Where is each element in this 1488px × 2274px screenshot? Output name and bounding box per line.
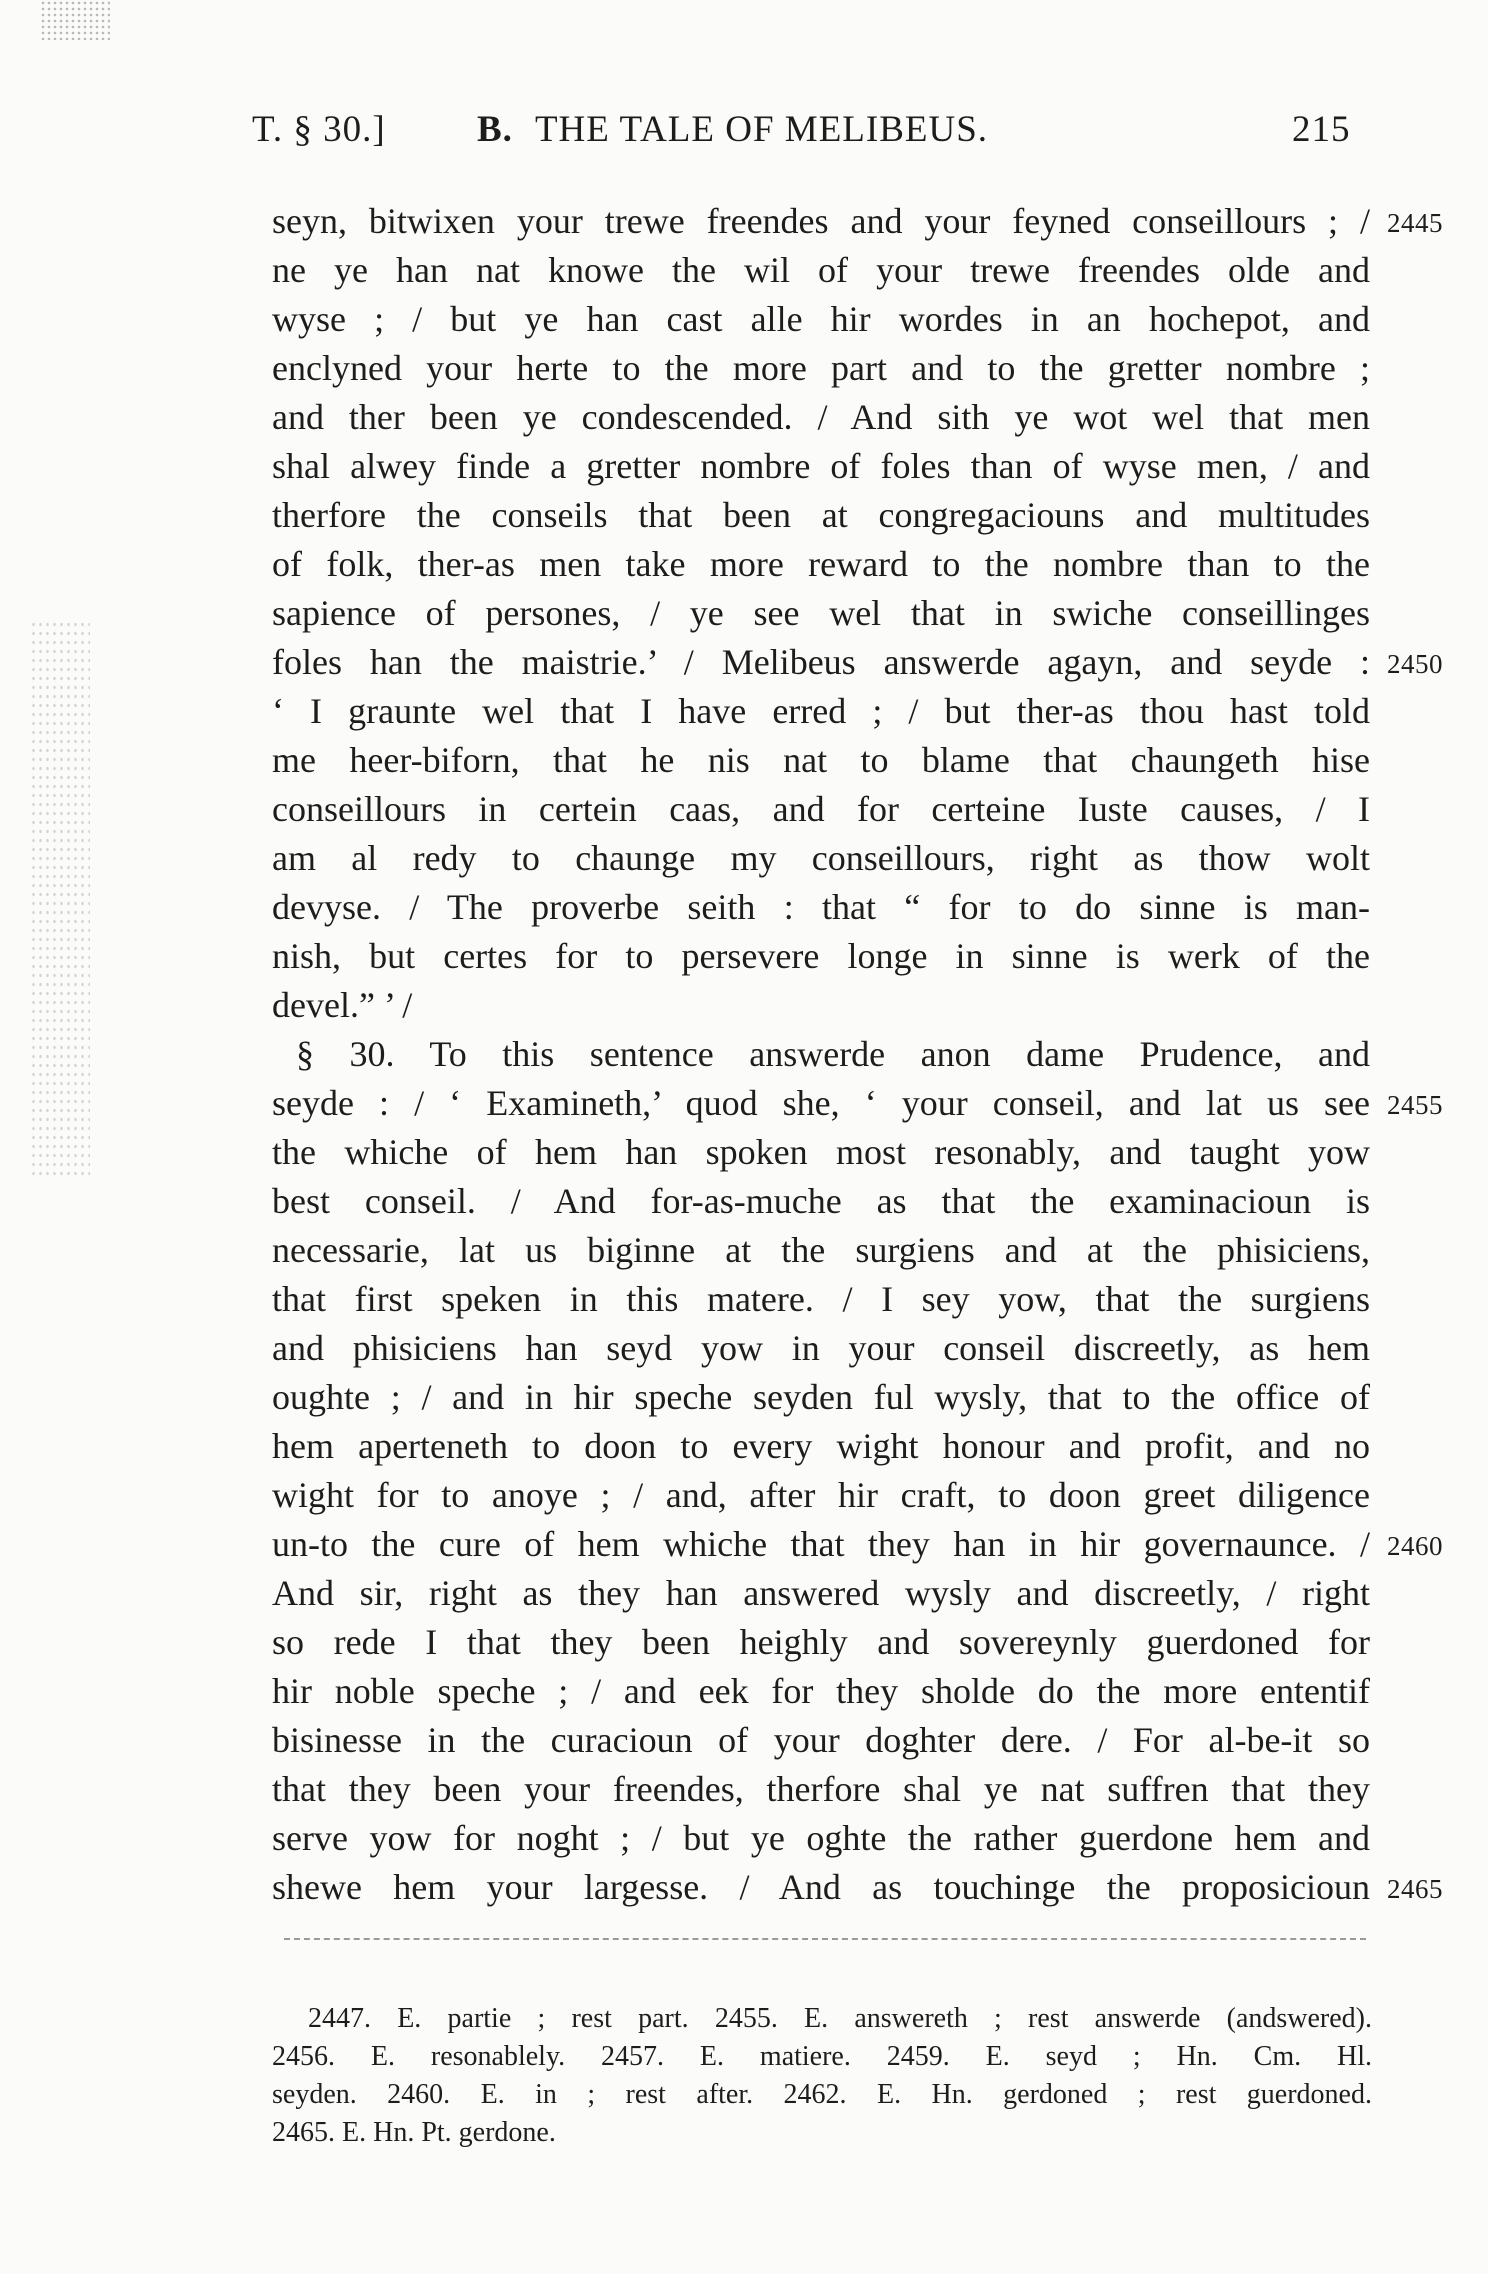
text-line [272,393,1370,442]
text-line [272,1618,1370,1667]
section-reference: T. § 30.] [252,109,386,150]
text-line [272,1030,1370,1079]
line-number: 2455 [1387,1090,1443,1120]
line-text: of folk, ther-as men take more reward to the nombre than to the [272,544,1370,584]
text-line [272,1275,1370,1324]
footnote-text: 2447. E. partie ; rest part. 2455. E. answereth ; rest answerde (andswered). [308,2003,1372,2034]
text-line [272,1863,1443,1912]
line-text: bisinesse in the curacioun of your doghter dere. / For al-be-it so [272,1720,1370,1760]
line-text: foles han the maistrie.’ / Melibeus answerde agayn, and seyde : [272,642,1370,682]
line-text: conseillours in certein caas, and for certeine Iuste causes, / I [272,789,1370,829]
footnote-text: 2456. E. resonablely. 2457. E. matiere. 2459. E. seyd ; Hn. Cm. Hl. [272,2041,1372,2072]
line-text: seyn, bitwixen your trewe freendes and your feyned conseillours ; / [272,201,1370,241]
line-text: hem aperteneth to doon to every wight honour and profit, and no [272,1426,1370,1466]
line-number: 2465 [1387,1874,1443,1904]
line-text: hir noble speche ; / and eek for they sholde do the more ententif [272,1671,1370,1711]
footnote-text: seyden. 2460. E. in ; rest after. 2462. E. Hn. gerdoned ; rest guerdoned. [272,2079,1372,2110]
text-line [272,736,1370,785]
text-line [272,295,1370,344]
line-text: ‘ I graunte wel that I have erred ; / but ther-as thou hast told [272,691,1370,731]
line-number: 2460 [1387,1531,1443,1561]
footnote-line [272,2038,1382,2076]
footnote-rule [284,1938,1366,1940]
text-line [272,1324,1370,1373]
running-head [252,108,1367,158]
text-line [272,1177,1370,1226]
body-text [272,197,1443,1912]
line-text: And sir, right as they han answered wysly and discreetly, / right [272,1573,1370,1613]
line-text: best conseil. / And for-as-muche as that the examinacioun is [272,1181,1370,1221]
text-line [272,1422,1370,1471]
text-line [272,1079,1443,1128]
scan-artifact [40,0,110,40]
line-text: devyse. / The proverbe seith : that “ for to do sinne is man- [272,887,1370,927]
line-text: enclyned your herte to the more part and to the gretter nombre ; [272,348,1370,388]
text-line [272,540,1370,589]
text-line [272,1765,1370,1814]
text-line [272,687,1370,736]
tale-title: THE TALE OF MELIBEUS. [534,109,989,150]
line-text: shal alwey finde a gretter nombre of foles than of wyse men, / and [272,446,1370,486]
line-text: therfore the conseils that been at congregaciouns and multitudes [272,495,1370,535]
text-line [272,344,1370,393]
text-line [272,1716,1370,1765]
header-title [477,108,988,151]
scan-artifact [30,620,90,1180]
text-line [272,785,1370,834]
line-text: devel.” ’ / [272,985,413,1025]
text-line [272,1814,1370,1863]
footnote-line [272,2114,1382,2152]
line-text: un-to the cure of hem whiche that they han in hir governaunce. / [272,1524,1370,1564]
text-line [272,1128,1370,1177]
line-text: nish, but certes for to persevere longe in sinne is werk of the [272,936,1370,976]
line-text: and ther been ye condescended. / And sith ye wot wel that men [272,397,1370,437]
group-letter: B. [477,109,513,150]
page-number: 215 [1292,109,1351,150]
line-text: seyde : / ‘ Examineth,’ quod she, ‘ your conseil, and lat us see [272,1083,1370,1123]
line-text: necessarie, lat us biginne at the surgiens and at the phisiciens, [272,1230,1370,1270]
line-text: serve yow for noght ; / but ye oghte the rather guerdone hem and [272,1818,1370,1858]
text-line [272,638,1443,687]
line-text: shewe hem your largesse. / And as touchinge the proposicioun [272,1867,1370,1907]
line-text: me heer-biforn, that he nis nat to blame that chaungeth hise [272,740,1370,780]
footnote-text: 2465. E. Hn. Pt. gerdone. [272,2117,556,2148]
line-text: that first speken in this matere. / I sey yow, that the surgiens [272,1279,1370,1319]
line-number: 2450 [1387,649,1443,679]
line-text: oughte ; / and in hir speche seyden ful wysly, that to the office of [272,1377,1370,1417]
text-line [272,197,1443,246]
text-line [272,442,1370,491]
text-line [272,1569,1370,1618]
text-line [272,1471,1370,1520]
footnotes [272,2000,1382,2152]
line-text: ne ye han nat knowe the wil of your trewe freendes olde and [272,250,1370,290]
text-line [272,491,1370,540]
text-line [272,981,1367,1030]
line-text: sapience of persones, / ye see wel that in swiche conseillinges [272,593,1370,633]
line-text: § 30. To this sentence answerde anon dame Prudence, and [296,1034,1370,1074]
line-text: and phisiciens han seyd yow in your conseil discreetly, as hem [272,1328,1370,1368]
footnote-line [272,2076,1382,2114]
text-line [272,1226,1370,1275]
footnote-line [272,2000,1382,2038]
line-text: that they been your freendes, therfore shal ye nat suffren that they [272,1769,1370,1809]
line-text: so rede I that they been heighly and sovereynly guerdoned for [272,1622,1370,1662]
text-line [272,246,1370,295]
text-line [272,1520,1443,1569]
line-number: 2445 [1387,208,1443,238]
line-text: am al redy to chaunge my conseillours, right as thow wolt [272,838,1370,878]
text-line [272,1667,1370,1716]
text-line [272,834,1370,883]
text-line [272,932,1370,981]
line-text: wyse ; / but ye han cast alle hir wordes in an hochepot, and [272,299,1370,339]
line-text: the whiche of hem han spoken most resonably, and taught yow [272,1132,1370,1172]
line-text: wight for to anoye ; / and, after hir craft, to doon greet diligence [272,1475,1370,1515]
text-line [272,589,1370,638]
text-line [272,883,1370,932]
text-line [272,1373,1370,1422]
